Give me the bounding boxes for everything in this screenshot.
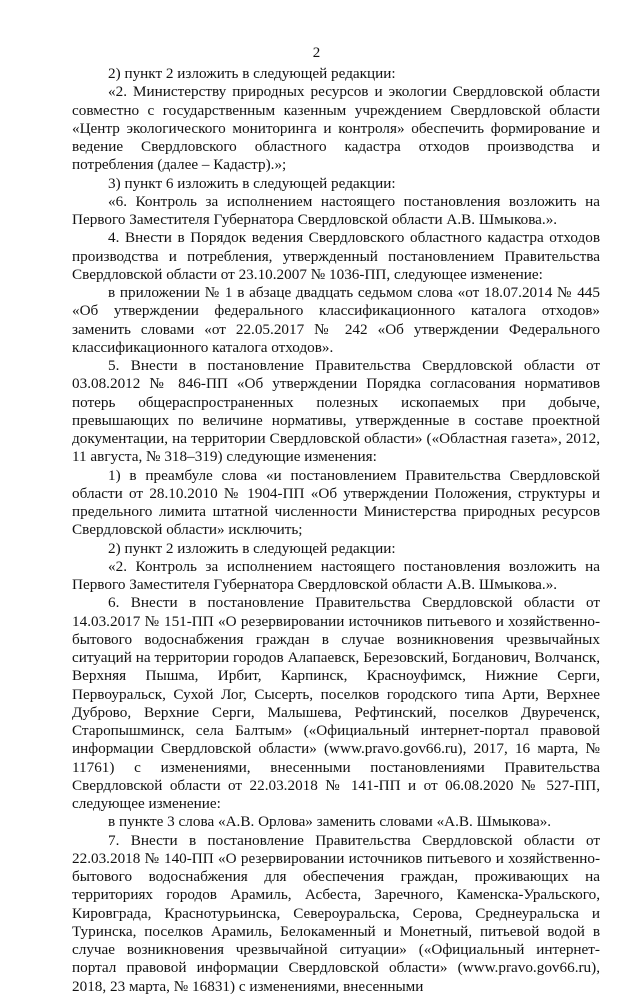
- paragraph: в приложении № 1 в абзаце двадцать седьмом слова «от 18.07.2014 № 445 «Об утверждении федерального классификационного каталога отходов» заменить словами «от 22.05.2017 № 242 «Об утверждении Федерального классификационного каталога отходов».: [72, 284, 600, 356]
- paragraph: 5. Внести в постановление Правительства Свердловской области от 03.08.2012 № 846-ПП «Об утверждении Порядка согласования нормативов потерь общераспространенных полезных ископаемых при добыче, превышающих по величине нормативы, утвержденные в составе проектной документации, на территории Свердловской области» («Областная газета», 2012, 11 августа, № 318–319) следующие изменения:: [72, 357, 600, 466]
- paragraph: 2) пункт 2 изложить в следующей редакции:: [108, 65, 396, 82]
- paragraph: 7. Внести в постановление Правительства Свердловской области от 22.03.2018 № 140-ПП «О резервировании источников питьевого и хозяйственно-бытового водоснабжения для обеспечения граждан, проживающих на территориях городов Арамиль, Асбеста, Заречного, Каменска-Уральского, Кировграда, Краснотурьинска, Североуральска, Серова, Среднеуральска и Туринска, поселков Арамиль, Белокаменный и Монетный, питьевой водой в случае возникновения чрезвычайной ситуации» («Официальный интернет-портал правовой информации Свердловской области» (www.pravo.gov66.ru), 2018, 23 марта, № 16831) с изменениями, внесенными: [72, 831, 600, 995]
- paragraph: 4. Внести в Порядок ведения Свердловского областного кадастра отходов производства и потребления, утвержденный постановлением Правительства Свердловской области от 23.10.2007 № 1036-ПП, следующее изменение:: [72, 229, 600, 283]
- paragraph: 2) пункт 2 изложить в следующей редакции:: [108, 539, 396, 557]
- paragraph: «6. Контроль за исполнением настоящего постановления возложить на Первого Заместителя Губернатора Свердловской области А.В. Шмыкова.».: [72, 192, 600, 228]
- paragraph: «2. Контроль за исполнением настоящего постановления возложить на Первого Заместителя Губернатора Свердловской области А.В. Шмыкова.».: [72, 557, 600, 593]
- paragraph: в пункте 3 слова «А.В. Орлова» заменить словами «А.В. Шмыкова».: [108, 813, 552, 831]
- paragraph: 6. Внести в постановление Правительства Свердловской области от 14.03.2017 № 151-ПП «О резервировании источников питьевого и хозяйственно-бытового водоснабжения граждан в случае возникновения чрезвычайных ситуаций на территории городов Алапаевск, Березовский, Богданович, Волчанск, Верхняя Пышма, Ирбит, Карпинск, Красноуфимск, Нижние Серги, Первоуральск, Сухой Лог, Сысерть, поселков городского типа Арти, Верхнее Дуброво, Верхние Серги, Малышева, Рефтинский, поселков Двуреченск, Старопышминск, села Балтым» («Официальный интернет-портал правовой информации Свердловской области» (www.pravo.gov66.ru), 2017, 16 марта, № 11761) с изменениями, внесенными постановлениями Правительства Свердловской области от 22.03.2018 № 141-ПП и от 06.08.2020 № 527-ПП, следующее изменение:: [72, 594, 600, 812]
- document-body: [72, 65, 600, 996]
- paragraph: 1) в преамбуле слова «и постановлением Правительства Свердловской области от 28.10.2010 № 1904-ПП «Об утверждении Положения, структуры и предельного лимита штатной численности Министерства природных ресурсов Свердловской области» исключить;: [72, 466, 600, 539]
- paragraph: «2. Министерству природных ресурсов и экологии Свердловской области совместно с государственным казенным учреждением Свердловской области «Центр экологического мониторинга и контроля» обеспечить формирование и ведение Свердловского областного кадастра отходов производства и потребления (далее – Кадастр).»;: [72, 83, 600, 174]
- page-number: 2: [312, 45, 321, 61]
- paragraph: 3) пункт 6 изложить в следующей редакции:: [108, 174, 396, 192]
